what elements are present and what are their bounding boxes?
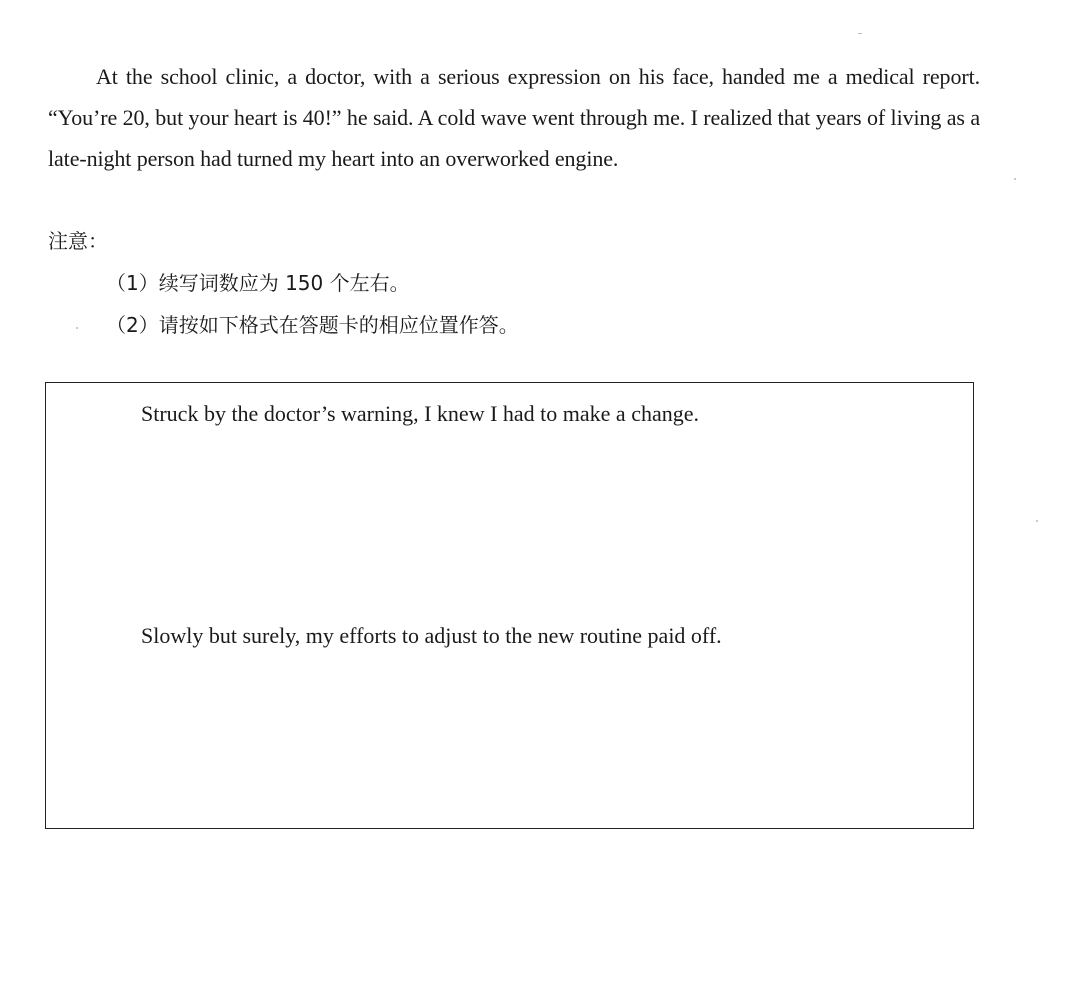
scan-speck: [1036, 520, 1038, 522]
scan-speck: [76, 327, 78, 329]
paragraph-opening-2: Slowly but surely, my efforts to adjust to the new routine paid off.: [141, 623, 722, 648]
paragraph-opening-1: Struck by the doctor’s warning, I knew I had to make a change.: [141, 401, 699, 426]
note-item-answer-format: （2）请按如下格式在答题卡的相应位置作答。: [106, 313, 519, 337]
notes-heading: 注意：: [48, 229, 108, 253]
scan-speck: [858, 33, 862, 34]
story-passage: At the school clinic, a doctor, with a serious expression on his face, handed me a medical report. “You’re 20, but your heart is 40!” he said. A cold wave went through me. I realized that years of living as a late-night person had turned my heart into an overworked engine.: [48, 64, 980, 171]
answer-box: [45, 382, 974, 829]
note-item-word-count: （1）续写词数应为 150 个左右。: [106, 271, 410, 295]
scan-speck: [1014, 178, 1016, 180]
